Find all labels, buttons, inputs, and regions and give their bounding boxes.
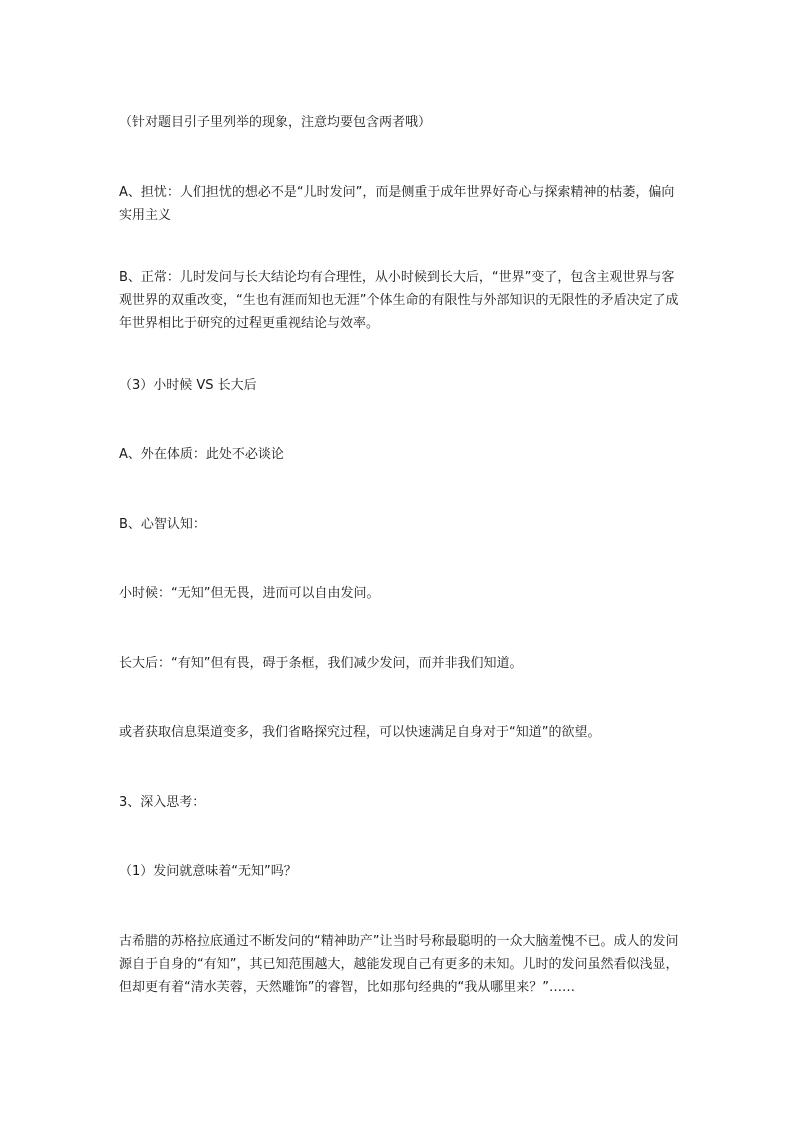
heading-question-ignorance: （1）发问就意味着“无知”吗？ xyxy=(119,864,297,879)
paragraph-physique: A、外在体质：此处不必谈论 xyxy=(119,447,284,462)
paragraph-worry: A、担忧：人们担忧的想必不是“儿时发问”，而是侧重于成年世界好奇心与探索精神的枯萎，偏向实用主义 xyxy=(119,185,675,223)
paragraph-adulthood: 长大后：“有知”但有畏，碍于条框，我们减少发问，而并非我们知道。 xyxy=(119,656,523,671)
paragraph-socrates: 古希腊的苏格拉底通过不断发问的“精神助产”让当时号称最聪明的一众大脑羞愧不已。成人的发问源自于自身的“有知”，其已知范围越大，越能发现自己有更多的未知。儿时的发问虽然看似浅显，但却更有着“清水芙蓉，天然雕饰”的睿智，比如那句经典的“我从哪里来？”…… xyxy=(119,934,679,995)
heading-deep-thinking: 3、深入思考： xyxy=(119,795,206,810)
paragraph-childhood: 小时候：“无知”但无畏，进而可以自由发问。 xyxy=(119,586,380,601)
paragraph-information-channels: 或者获取信息渠道变多，我们省略探究过程，可以快速满足自身对于“知道”的欲望。 xyxy=(119,725,601,740)
paragraph-cognition: B、心智认知： xyxy=(119,517,206,532)
paragraph-normal: B、正常：儿时发问与长大结论均有合理性，从小时候到长大后，“世界”变了，包含主观世界与客观世界的双重改变，“生也有涯而知也无涯”个体生命的有限性与外部知识的无限性的矛盾决定了成年世界相比于研究的过程更重视结论与效率。 xyxy=(119,270,679,331)
heading-childhood-vs-adulthood: （3）小时候 VS 长大后 xyxy=(119,378,257,393)
paragraph-note: （针对题目引子里列举的现象，注意均要包含两者哦） xyxy=(119,115,432,130)
